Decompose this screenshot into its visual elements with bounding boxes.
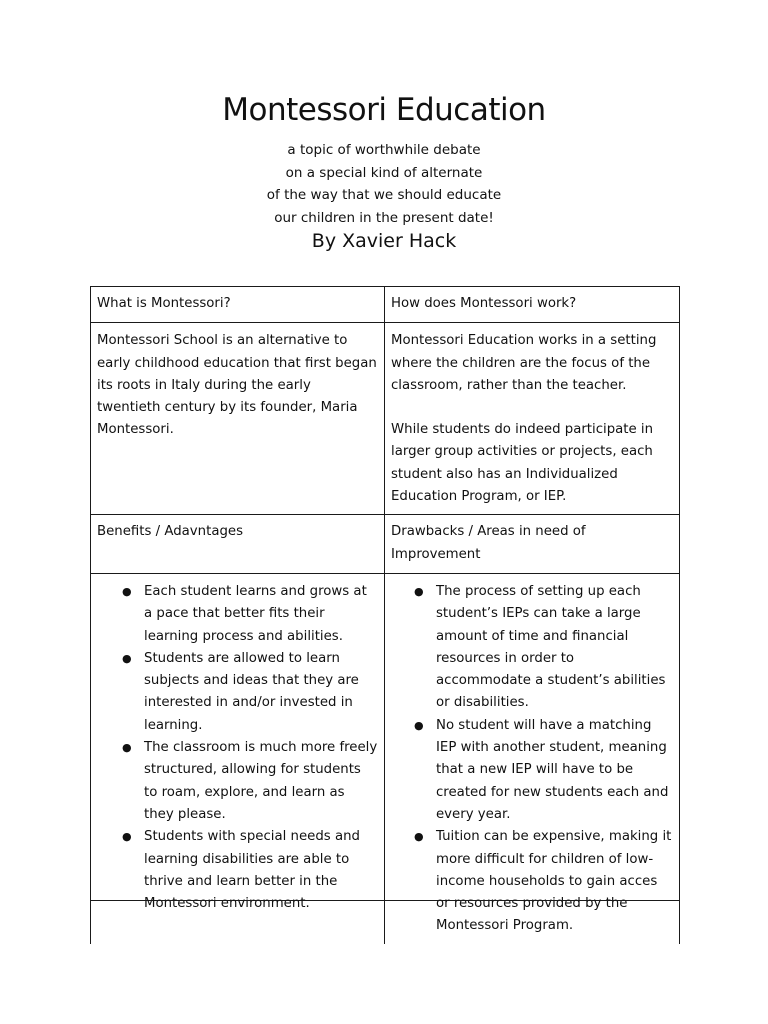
bullet-icon: ●: [122, 651, 132, 665]
cell-benefits: [91, 573, 385, 943]
bullet-icon: ●: [122, 741, 132, 755]
table-row: [91, 573, 680, 943]
list-item-text: Each student learns and grows at a pace that better fits their learning process and abilities.: [144, 583, 367, 644]
drawbacks-list: [391, 581, 673, 938]
list-item: [122, 826, 378, 915]
paragraph: While students do indeed participate in larger group activities or projects, each student also has an Individualized Education Program, or IEP.: [391, 422, 654, 505]
cell-drawbacks: [385, 573, 680, 943]
cell-how-montessori-works: [385, 323, 680, 515]
bullet-icon: ●: [122, 830, 132, 844]
list-item-text: Students are allowed to learn subjects and ideas that they are interested in and/or invested in learning.: [144, 650, 359, 733]
list-item-text: No student will have a matching IEP with another student, meaning that a new IEP will have to be created for new students each and every year.: [436, 717, 669, 822]
list-item-text: Students with special needs and learning disabilities are able to thrive and learn better in the Montessori environment.: [144, 829, 360, 912]
cell-what-is-montessori: [91, 323, 385, 515]
benefits-list: [97, 581, 378, 915]
table-row: [91, 323, 680, 515]
list-item: [414, 581, 673, 715]
author-byline: By Xavier Hack: [311, 230, 457, 252]
header-benefits: Benefits / Adavntages: [91, 515, 385, 574]
paragraph: Montessori Education works in a setting where the children are the focus of the classroom, rather than the teacher.: [391, 333, 657, 393]
subtitle-line: on a special kind of alternate: [285, 164, 483, 181]
bullet-icon: ●: [414, 830, 424, 844]
page-title: Montessori Education: [222, 92, 546, 128]
bullet-icon: ●: [414, 584, 424, 598]
header-drawbacks: Drawbacks / Areas in need of Improvement: [385, 515, 680, 574]
header-what-is-montessori: What is Montessori?: [91, 287, 385, 323]
header-how-does-montessori-work: How does Montessori work?: [385, 287, 680, 323]
list-item: [414, 715, 673, 826]
list-item-text: Tuition can be expensive, making it more difficult for children of low-income households to gain acces or resources provided by the Montessori Program.: [436, 829, 672, 934]
list-item: [414, 826, 673, 937]
table-bottom-border: [90, 900, 679, 901]
section-header-row: [91, 515, 680, 574]
subtitle-line: a topic of worthwhile debate: [287, 142, 481, 158]
subtitle-line: our children in the present date!: [274, 210, 494, 227]
subtitle-line: of the way that we should educate: [266, 187, 502, 204]
list-item: [122, 581, 378, 648]
montessori-table: [90, 286, 680, 944]
list-item: [122, 648, 378, 737]
subtitle-poem: [0, 139, 768, 230]
paragraph: Montessori School is an alternative to early childhood education that first began its roots in Italy during the early twentieth century by its founder, Maria Montessori.: [97, 333, 377, 438]
list-item: [122, 737, 378, 826]
bullet-icon: ●: [122, 584, 132, 598]
table-header-row: [91, 287, 680, 323]
list-item-text: The classroom is much more freely structured, allowing for students to roam, explore, and learn as they please.: [144, 740, 378, 822]
bullet-icon: ●: [414, 718, 424, 732]
list-item-text: The process of setting up each student’s IEPs can take a large amount of time and financial resources in order to accommodate a student’s abilities or disabilities.: [436, 583, 666, 711]
